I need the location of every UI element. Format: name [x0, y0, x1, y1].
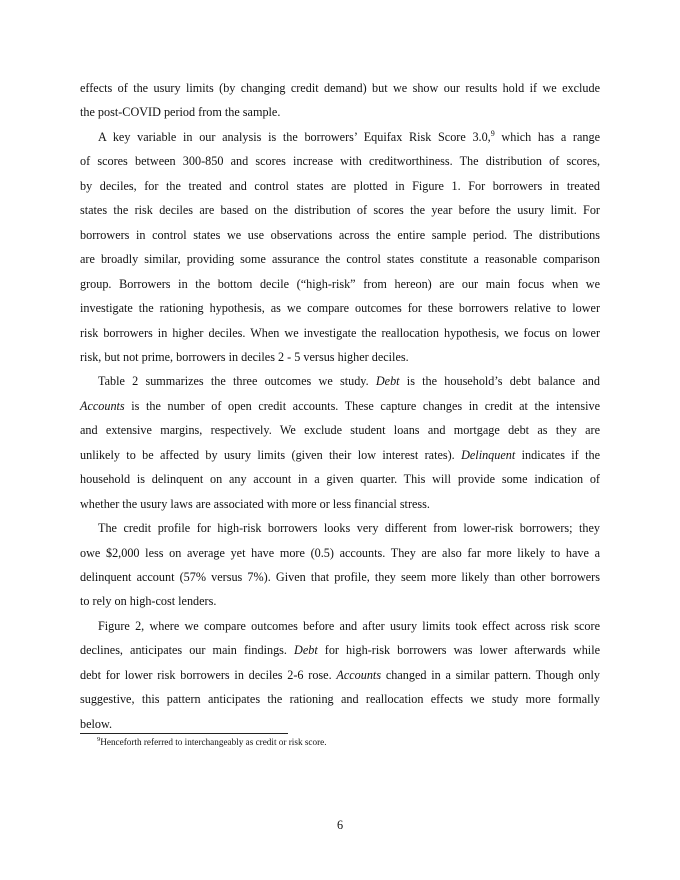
text-line: [80, 227, 600, 243]
text-line: [80, 373, 600, 389]
text-line: [80, 300, 600, 316]
footnote-mark: 9: [97, 736, 101, 743]
text-line: [80, 153, 600, 169]
text-span: suggestive, this pattern anticipates the rationing and reallocation effects we study more formally: [80, 692, 600, 707]
text-span: are broadly similar, providing some assurance the control states constitute a reasonable comparison: [80, 252, 600, 267]
text-span: effects of the usury limits (by changing credit demand) but we show our results hold if we exclude: [80, 81, 600, 95]
text-span: risk borrowers in higher deciles. When we investigate the reallocation hypothesis, we focus on lower: [80, 325, 600, 340]
page-number: 6: [336, 818, 344, 832]
text-line: [80, 349, 600, 365]
text-span: debt for lower risk borrowers in deciles 2-6 rose.: [80, 667, 337, 682]
text-span: The credit profile for high-risk borrowers looks very different from lower-risk borrowers; they: [98, 521, 600, 536]
text-span: risk, but not prime, borrowers in deciles 2 - 5 versus higher deciles.: [80, 349, 409, 364]
text-line: [80, 471, 600, 487]
text-span: unlikely to be affected by usury limits (given their low interest rates).: [80, 447, 462, 462]
text-span: and extensive margins, respectively. We exclude student loans and mortgage debt as they are: [80, 423, 600, 438]
text-span: states the risk deciles are based on the distribution of scores the year before the usury limit. For: [80, 203, 600, 218]
text-line: [80, 496, 600, 512]
text-line: [80, 251, 600, 267]
text-span: investigate the rationing hypothesis, as we compare outcomes for these borrowers relative to lower: [80, 301, 600, 316]
footnote-text: Henceforth referred to interchangeably as credit or risk score.: [100, 737, 327, 747]
italic-term: Debt: [375, 374, 400, 389]
text-line: [80, 398, 600, 414]
text-span: is the number of open credit accounts. These capture changes in credit at the intensive: [124, 398, 600, 413]
text-span: to rely on high-cost lenders.: [80, 594, 217, 609]
text-line: [80, 202, 600, 218]
text-line: [80, 716, 600, 732]
footnote: [97, 735, 327, 749]
italic-term: Accounts: [336, 667, 382, 682]
text-span: the post-COVID period from the sample.: [80, 105, 281, 120]
text-line: [80, 325, 600, 341]
text-span: is the household’s debt balance and: [399, 374, 600, 389]
italic-term: Debt: [294, 643, 318, 658]
text-span: declines, anticipates our main findings.: [80, 643, 295, 658]
text-line: [80, 104, 600, 120]
text-line: [80, 520, 600, 536]
text-line: [80, 691, 600, 707]
text-line: [80, 80, 600, 96]
text-span: delinquent account (57% versus 7%). Given that profile, they seem more likely than other borrowers: [80, 570, 600, 584]
text-span: Table 2 summarizes the three outcomes we study.: [98, 374, 376, 389]
text-span: which has a range: [494, 129, 600, 144]
text-span: borrowers in control states we use observations across the entire sample period. The distributions: [80, 227, 600, 242]
text-line: [80, 447, 600, 463]
footnote-rule: [80, 733, 288, 734]
text-line: [80, 593, 600, 609]
text-line: [80, 129, 600, 145]
text-span: by deciles, for the treated and control states are plotted in Figure 1. For borrowers in treated: [80, 178, 600, 193]
text-line: [80, 667, 600, 683]
text-line: [80, 618, 600, 634]
italic-term: Delinquent: [461, 447, 516, 462]
text-line: [80, 642, 600, 658]
text-span: household is delinquent on any account in a given quarter. This will provide some indication of: [80, 472, 600, 487]
text-line: [80, 276, 600, 292]
italic-term: Accounts: [80, 398, 125, 413]
text-span: indicates if the: [515, 447, 600, 462]
text-line: [80, 178, 600, 194]
text-span: changed in a similar pattern. Though only: [381, 667, 600, 682]
text-span: for high-risk borrowers was lower afterwards while: [317, 643, 600, 658]
text-line: [80, 545, 600, 561]
text-line: [80, 422, 600, 438]
text-span: Figure 2, where we compare outcomes before and after usury limits took effect across risk score: [98, 618, 600, 633]
text-span: owe $2,000 less on average yet have more (0.5) accounts. They are also far more likely to have a: [80, 545, 600, 560]
text-span: whether the usury laws are associated with more or less financial stress.: [80, 496, 430, 511]
text-span: below.: [80, 716, 113, 731]
text-span: A key variable in our analysis is the borrowers’ Equifax Risk Score 3.0,: [98, 129, 491, 144]
text-line: [80, 569, 600, 585]
text-span: group. Borrowers in the bottom decile (“high-risk” from hereon) are our main focus when we: [80, 276, 600, 291]
text-span: of scores between 300-850 and scores increase with creditworthiness. The distribution of scores,: [80, 154, 600, 169]
footnote-ref: 9: [490, 128, 495, 138]
